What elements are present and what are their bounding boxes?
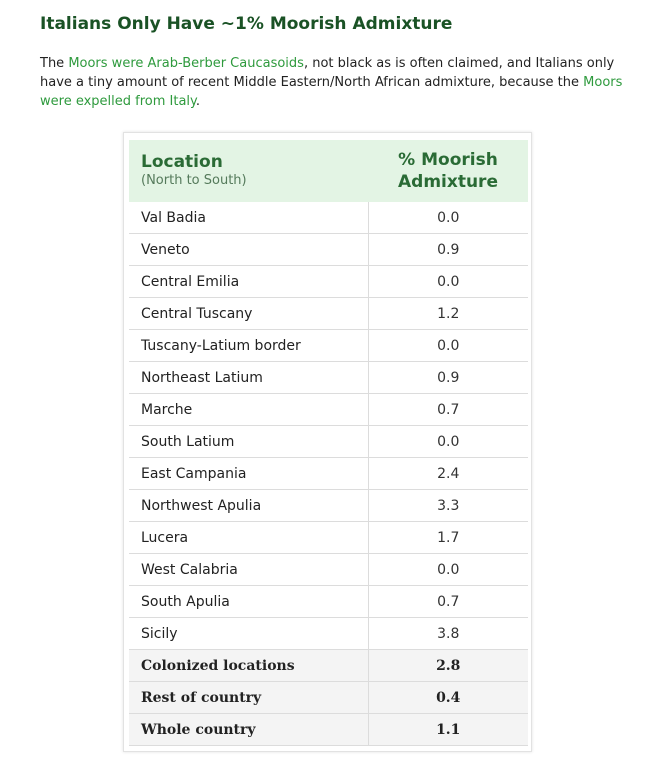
table-row — [129, 522, 528, 554]
location-cell: Tuscany-Latium border — [129, 330, 368, 362]
summary-row — [129, 682, 528, 714]
admixture-value-cell: 1.1 — [368, 714, 528, 746]
table-row — [129, 298, 528, 330]
location-header-sublabel: (North to South) — [141, 173, 247, 188]
table-row — [129, 426, 528, 458]
page-title: Italians Only Have ~1% Moorish Admixture — [40, 14, 453, 34]
admixture-value-cell: 2.4 — [368, 458, 528, 490]
location-cell: West Calabria — [129, 554, 368, 586]
table-row — [129, 202, 528, 234]
admixture-table — [129, 140, 528, 746]
location-cell: Central Emilia — [129, 266, 368, 298]
admixture-value-cell: 0.0 — [368, 426, 528, 458]
location-cell: Northeast Latium — [129, 362, 368, 394]
table-header-row — [129, 140, 528, 202]
intro-text-3: . — [195, 94, 201, 109]
location-cell: South Apulia — [129, 586, 368, 618]
intro-text-1: The — [40, 56, 69, 71]
admixture-header-line2: Admixture — [398, 172, 498, 192]
table-row — [129, 586, 528, 618]
location-column-header — [129, 140, 368, 202]
location-cell: Rest of country — [129, 682, 368, 714]
table-row — [129, 458, 528, 490]
admixture-value-cell: 0.0 — [368, 266, 528, 298]
admixture-value-cell: 3.8 — [368, 618, 528, 650]
admixture-value-cell: 0.7 — [368, 586, 528, 618]
admixture-value-cell: 0.0 — [368, 330, 528, 362]
moors-caucasoids-link[interactable]: Moors were Arab-Berber Caucasoids — [68, 56, 304, 71]
location-cell: Veneto — [129, 234, 368, 266]
table-row — [129, 618, 528, 650]
location-cell: Colonized locations — [129, 650, 368, 682]
admixture-column-header — [368, 140, 528, 202]
admixture-value-cell: 0.0 — [368, 554, 528, 586]
intro-paragraph — [40, 54, 630, 111]
table-body — [129, 202, 528, 746]
admixture-value-cell: 0.7 — [368, 394, 528, 426]
moors-expelled-link[interactable]: Moors were expelled from Italy — [40, 75, 623, 109]
admixture-value-cell: 3.3 — [368, 490, 528, 522]
table-row — [129, 490, 528, 522]
summary-row — [129, 650, 528, 682]
location-cell: Northwest Apulia — [129, 490, 368, 522]
admixture-value-cell: 2.8 — [368, 650, 528, 682]
table-row — [129, 330, 528, 362]
admixture-value-cell: 1.7 — [368, 522, 528, 554]
location-cell: Sicily — [129, 618, 368, 650]
location-cell: Marche — [129, 394, 368, 426]
table-row — [129, 266, 528, 298]
location-cell: East Campania — [129, 458, 368, 490]
table-row — [129, 362, 528, 394]
summary-row — [129, 714, 528, 746]
admixture-value-cell: 0.9 — [368, 234, 528, 266]
location-cell: Val Badia — [129, 202, 368, 234]
table-row — [129, 234, 528, 266]
location-cell: South Latium — [129, 426, 368, 458]
admixture-table-container — [123, 132, 532, 752]
location-cell: Whole country — [129, 714, 368, 746]
location-cell: Lucera — [129, 522, 368, 554]
admixture-header-line1: % Moorish — [398, 150, 498, 170]
location-header-label: Location — [141, 152, 223, 172]
admixture-value-cell: 0.9 — [368, 362, 528, 394]
admixture-value-cell: 0.0 — [368, 202, 528, 234]
table-row — [129, 554, 528, 586]
intro-text-2: , not black as is often claimed, and Italians only have a tiny amount of recent Middle Eastern/North African admixture, because the — [40, 56, 615, 90]
admixture-value-cell: 1.2 — [368, 298, 528, 330]
admixture-value-cell: 0.4 — [368, 682, 528, 714]
location-cell: Central Tuscany — [129, 298, 368, 330]
table-row — [129, 394, 528, 426]
